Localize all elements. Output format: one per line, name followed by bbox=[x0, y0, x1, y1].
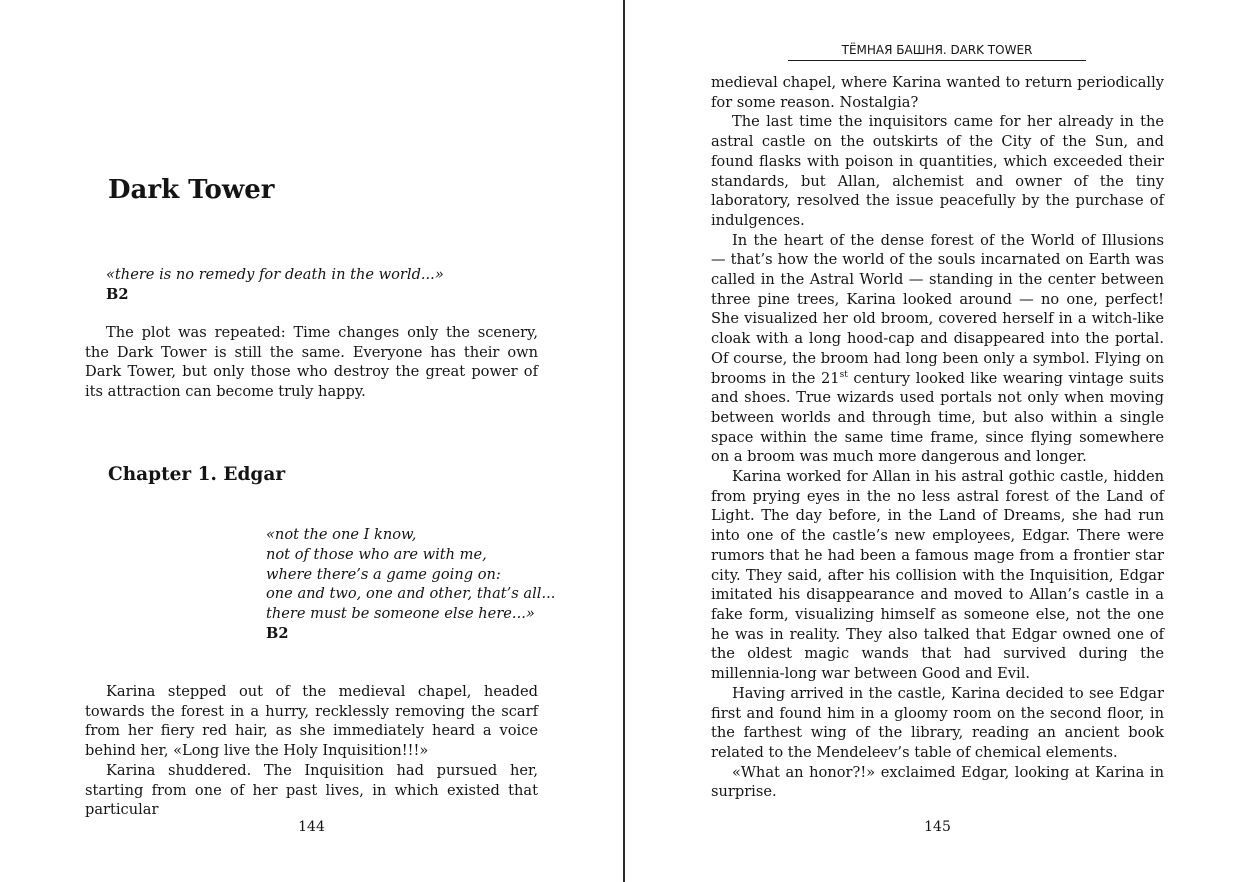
book-title: Dark Tower bbox=[108, 175, 275, 205]
paragraph: The last time the inquisitors came for her already in the astral castle on the outskirts of the City of the Sun, and found flasks with poison in quantities, which exceeded their standards, but Allan, alchemist and owner of the tiny laboratory, resolved the issue peacefully by the purchase of indulgences. bbox=[711, 113, 1164, 229]
epigraph-author: B2 bbox=[106, 286, 129, 303]
page-number bbox=[626, 818, 1249, 836]
book-spine bbox=[623, 0, 625, 882]
paragraph: Having arrived in the castle, Karina decided to see Edgar first and found him in a gloomy room on the second floor, in the farthest wing of the library, reading an ancient book related to the Mendeleev’s table of chemical elements. bbox=[711, 684, 1164, 761]
page-number-value: 144 bbox=[298, 819, 325, 835]
paragraph-text: In the heart of the dense forest of the World of Illusions — that’s how the world of the souls incarnated on Earth was called in the Astral World — standing in the center between three pine trees, Karina looked around — no one, perfect! She visualized her old broom, covered herself in a witch-like cloak with a long hood-cap and disappeared into the portal. Of course, the broom had long been only a symbol. Flying on brooms in the 21 bbox=[711, 231, 1164, 387]
epigraph-line: not of those who are with me, bbox=[266, 545, 487, 563]
story-text bbox=[85, 682, 538, 820]
page-number-value: 145 bbox=[924, 819, 951, 835]
left-page bbox=[0, 0, 623, 882]
epigraph bbox=[106, 265, 444, 305]
paragraph: Karina worked for Allan in his astral gothic castle, hidden from prying eyes in the no less astral forest of the Land of Light. The day before, in the Land of Dreams, she had run into one of the castle’s new employees, Edgar. There were rumors that he had been a famous mage from a frontier star city. They said, after his collision with the Inquisition, Edgar imitated his disappearance and moved to Allan’s castle in a fake form, visualizing himself as someone else, not the one he was in reality. They also talked that Edgar owned one of the oldest magic wands that had survived during the millennia-long war between Good and Evil. bbox=[711, 468, 1164, 683]
paragraph bbox=[711, 231, 1164, 467]
epigraph-line: where there’s a game going on: bbox=[266, 565, 501, 583]
paragraph: Karina stepped out of the medieval chapel, headed towards the forest in a hurry, recklessly removing the scarf from her fiery red hair, as she immediately heard a voice behind her, «Long live the Holy Inquisition!!!» bbox=[85, 683, 538, 760]
continued-paragraph: medieval chapel, where Karina wanted to return periodically for some reason. Nostalgia? bbox=[711, 74, 1164, 111]
right-page bbox=[626, 0, 1249, 882]
epigraph-quote: «there is no remedy for death in the world...» bbox=[106, 266, 444, 283]
page-number bbox=[0, 818, 623, 836]
ordinal-suffix: st bbox=[839, 369, 848, 380]
epigraph-line: «not the one I know, bbox=[266, 526, 417, 543]
chapter-epigraph bbox=[266, 525, 555, 644]
epigraph-line: there must be someone else here...» bbox=[266, 605, 535, 623]
intro-paragraph: The plot was repeated: Time changes only the scenery, the Dark Tower is still the same. Everyone has their own Dark Tower, but only those who destroy the great power of its attraction can become truly happy. bbox=[85, 324, 538, 401]
epigraph-line: one and two, one and other, that’s all... bbox=[266, 585, 556, 603]
chapter-title: Chapter 1. Edgar bbox=[108, 464, 286, 485]
intro-paragraph-block bbox=[85, 323, 538, 402]
paragraph: «What an honor?!» exclaimed Edgar, looking at Karina in surprise. bbox=[711, 763, 1164, 801]
paragraph-text: century looked like wearing vintage suits and shoes. True wizards used portals not only when moving between worlds and through time, but also within a single space within the same time frame, since flying somewhere on a broom was much more dangerous and longer. bbox=[711, 369, 1165, 466]
paragraph: Karina shuddered. The Inquisition had pursued her, starting from one of her past lives, in which existed that particular bbox=[85, 761, 538, 819]
epigraph-author: B2 bbox=[266, 624, 289, 642]
right-page-text bbox=[711, 73, 1164, 802]
running-header: ТЁМНАЯ БАШНЯ. DARK TOWER bbox=[788, 41, 1086, 61]
